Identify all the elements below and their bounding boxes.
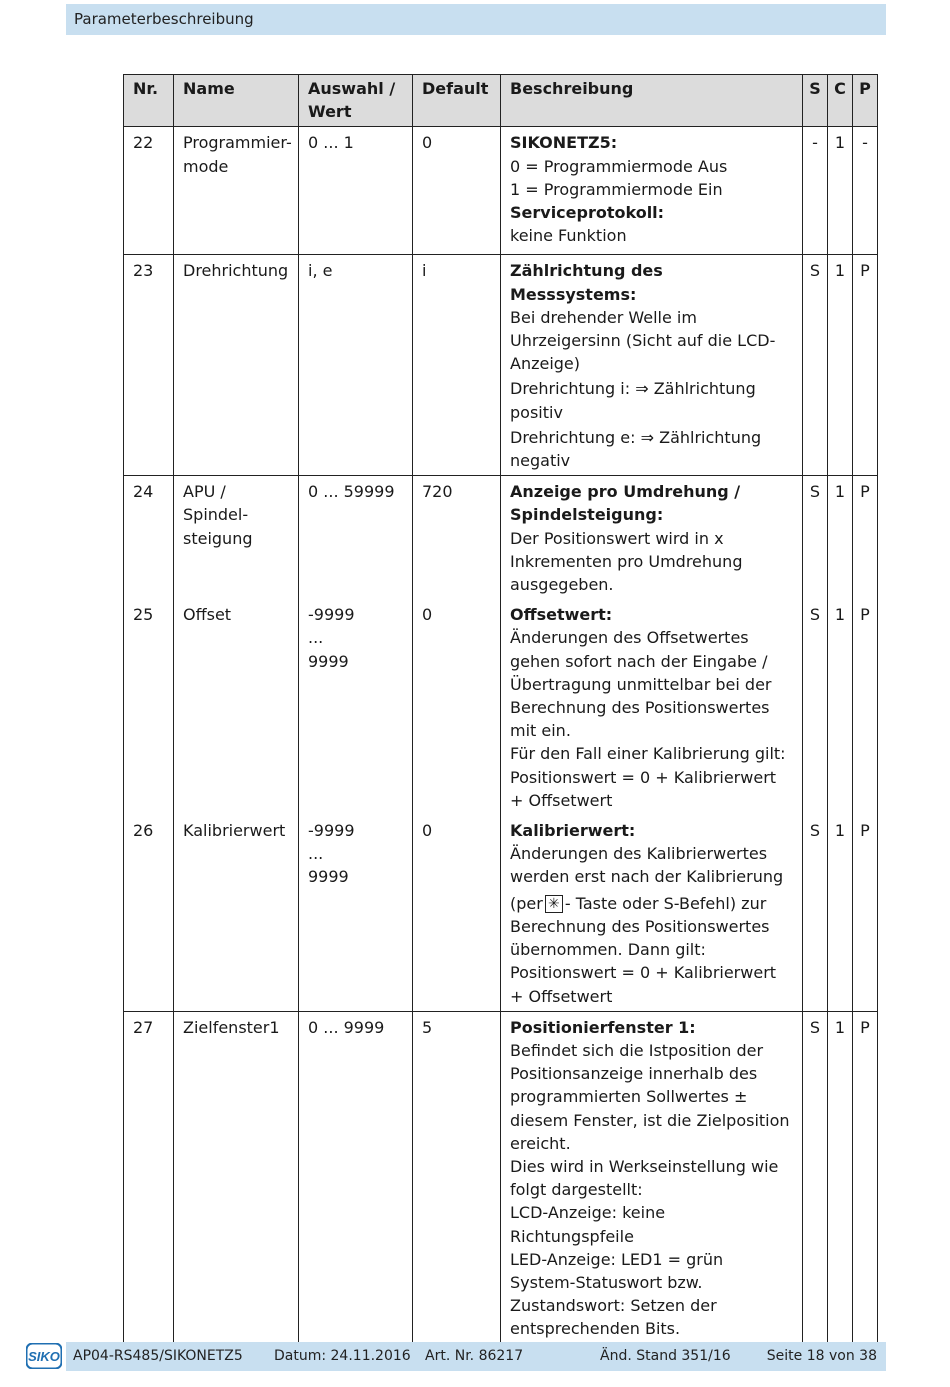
cell-c: 1 bbox=[828, 1011, 853, 1344]
desc-line: Bei drehender Welle im Uhrzeigersinn (Sicht auf die LCD-Anzeige) bbox=[510, 307, 776, 374]
cell-default: 720 bbox=[413, 476, 501, 600]
cell-auswahl: i, e bbox=[299, 255, 413, 476]
cell-name: Drehrichtung bbox=[174, 255, 299, 476]
cell-p: P bbox=[853, 599, 878, 815]
cell-name: Offset bbox=[174, 599, 299, 815]
cell-c: 1 bbox=[828, 815, 853, 1011]
table-row bbox=[124, 815, 878, 1011]
table-row bbox=[124, 1011, 878, 1344]
col-header-c: C bbox=[828, 75, 853, 127]
cell-s: S bbox=[803, 476, 828, 600]
range-ellipsis: ... bbox=[308, 844, 324, 864]
cell-default: 0 bbox=[413, 599, 501, 815]
cell-nr: 22 bbox=[124, 127, 174, 255]
cell-default: 5 bbox=[413, 1011, 501, 1344]
desc-line: 1 = Programmiermode Ein bbox=[510, 179, 723, 199]
cell-s: S bbox=[803, 599, 828, 815]
cell-beschreibung bbox=[501, 1011, 803, 1344]
desc-heading: SIKONETZ5: bbox=[510, 133, 618, 153]
cell-default: 0 bbox=[413, 127, 501, 255]
desc-line: Änderungen des Kalibrierwertes werden erst nach der Kalibrierung bbox=[510, 844, 784, 887]
col-header-nr: Nr. bbox=[124, 75, 174, 127]
desc-key-text: - Taste oder S-Befehl) zur Berechnung des Positionswertes übernommen. Dann gilt: bbox=[510, 893, 770, 960]
desc-heading: Serviceprotokoll: bbox=[510, 203, 665, 223]
cell-beschreibung bbox=[501, 255, 803, 476]
cell-name: Programmier-mode bbox=[174, 127, 299, 255]
range-max: 9999 bbox=[308, 651, 349, 671]
table-row bbox=[124, 127, 878, 255]
desc-line: Drehrichtung e: ⇒ Zählrichtung negativ bbox=[510, 427, 762, 471]
cell-p: P bbox=[853, 815, 878, 1011]
cell-auswahl: 0 ... 59999 bbox=[299, 476, 413, 600]
cell-c: 1 bbox=[828, 127, 853, 255]
cell-beschreibung bbox=[501, 599, 803, 815]
cell-name: Kalibrierwert bbox=[174, 815, 299, 1011]
page-header bbox=[66, 4, 886, 35]
col-header-auswahl: Auswahl / Wert bbox=[299, 75, 413, 127]
logo-text: SIKO bbox=[28, 1349, 60, 1364]
desc-line: Positionswert = 0 + Kalibrierwert + Offsetwert bbox=[510, 767, 777, 810]
cell-p: P bbox=[853, 1011, 878, 1344]
siko-logo bbox=[26, 1343, 62, 1369]
cell-beschreibung bbox=[501, 476, 803, 600]
cell-beschreibung bbox=[501, 127, 803, 255]
desc-line: Der Positionswert wird in x Inkrementen pro Umdrehung ausgegeben. bbox=[510, 528, 743, 595]
desc-per: (per bbox=[510, 893, 543, 913]
desc-line: Drehrichtung i: ⇒ Zählrichtung positiv bbox=[510, 379, 756, 422]
footer-stand: Änd. Stand 351/16 bbox=[600, 1348, 731, 1364]
desc-line: 0 = Programmiermode Aus bbox=[510, 156, 728, 176]
desc-line: Dies wird in Werkseinstellung wie folgt dargestellt: bbox=[510, 1156, 779, 1200]
page-footer bbox=[66, 1342, 886, 1371]
cell-nr: 23 bbox=[124, 255, 174, 476]
desc-line: LED-Anzeige: LED1 = grün bbox=[510, 1249, 724, 1269]
cell-s: S bbox=[803, 815, 828, 1011]
range-min: -9999 bbox=[308, 821, 355, 841]
asterisk-key-icon: ✳ bbox=[545, 895, 563, 913]
desc-line: keine Funktion bbox=[510, 226, 627, 246]
range-ellipsis: ... bbox=[308, 628, 324, 648]
desc-line: Änderungen des Offsetwertes gehen sofort nach der Eingabe / Übertragung unmittelbar bei der Berechnung des Positionswertes mit ein. bbox=[510, 628, 772, 741]
cell-beschreibung bbox=[501, 815, 803, 1011]
desc-line: System-Statuswort bzw. Zustandswort: Setzen der entsprechenden Bits. bbox=[510, 1272, 717, 1339]
cell-nr: 25 bbox=[124, 599, 174, 815]
page-header-title: Parameterbeschreibung bbox=[74, 10, 254, 28]
desc-line: LCD-Anzeige: keine Richtungspfeile bbox=[510, 1203, 666, 1246]
desc-line: Positionswert = 0 + Kalibrierwert + Offsetwert bbox=[510, 963, 777, 1006]
col-header-p: P bbox=[853, 75, 878, 127]
desc-heading: Zählrichtung des Messsystems: bbox=[510, 261, 663, 304]
table-header-row bbox=[124, 75, 878, 127]
col-header-beschreibung: Beschreibung bbox=[501, 75, 803, 127]
cell-name: Zielfenster1 bbox=[174, 1011, 299, 1344]
parameter-table bbox=[123, 74, 878, 1345]
col-header-default: Default bbox=[413, 75, 501, 127]
footer-doc: AP04-RS485/SIKONETZ5 bbox=[73, 1348, 243, 1364]
range-min: -9999 bbox=[308, 605, 355, 625]
desc-heading: Offsetwert: bbox=[510, 605, 613, 625]
cell-nr: 24 bbox=[124, 476, 174, 600]
desc-line: Für den Fall einer Kalibrierung gilt: bbox=[510, 744, 786, 764]
range-max: 9999 bbox=[308, 867, 349, 887]
cell-nr: 27 bbox=[124, 1011, 174, 1344]
footer-datum: Datum: 24.11.2016 bbox=[274, 1348, 411, 1364]
desc-line bbox=[510, 892, 793, 962]
desc-line: Befindet sich die Istposition der Positionsanzeige innerhalb des programmierten Sollwertes ± diesem Fenster, ist die Zielposition ereicht. bbox=[510, 1040, 790, 1153]
col-header-name: Name bbox=[174, 75, 299, 127]
desc-heading: Kalibrierwert: bbox=[510, 821, 636, 841]
cell-c: 1 bbox=[828, 599, 853, 815]
footer-art-nr: Art. Nr. 86217 bbox=[425, 1348, 524, 1364]
cell-s: S bbox=[803, 1011, 828, 1344]
cell-default: 0 bbox=[413, 815, 501, 1011]
cell-p: - bbox=[853, 127, 878, 255]
cell-p: P bbox=[853, 255, 878, 476]
table-row bbox=[124, 255, 878, 476]
cell-c: 1 bbox=[828, 255, 853, 476]
col-header-s: S bbox=[803, 75, 828, 127]
cell-name: APU / Spindel-steigung bbox=[174, 476, 299, 600]
cell-nr: 26 bbox=[124, 815, 174, 1011]
cell-c: 1 bbox=[828, 476, 853, 600]
cell-auswahl: 0 ... 9999 bbox=[299, 1011, 413, 1344]
desc-heading: Anzeige pro Umdrehung / Spindelsteigung: bbox=[510, 482, 741, 525]
cell-auswahl: 0 ... 1 bbox=[299, 127, 413, 255]
table-row bbox=[124, 476, 878, 600]
cell-auswahl bbox=[299, 815, 413, 1011]
cell-p: P bbox=[853, 476, 878, 600]
cell-s: - bbox=[803, 127, 828, 255]
cell-s: S bbox=[803, 255, 828, 476]
desc-heading: Positionierfenster 1: bbox=[510, 1017, 696, 1037]
cell-default: i bbox=[413, 255, 501, 476]
footer-seite: Seite 18 von 38 bbox=[766, 1348, 877, 1364]
cell-auswahl bbox=[299, 599, 413, 815]
table-row bbox=[124, 599, 878, 815]
